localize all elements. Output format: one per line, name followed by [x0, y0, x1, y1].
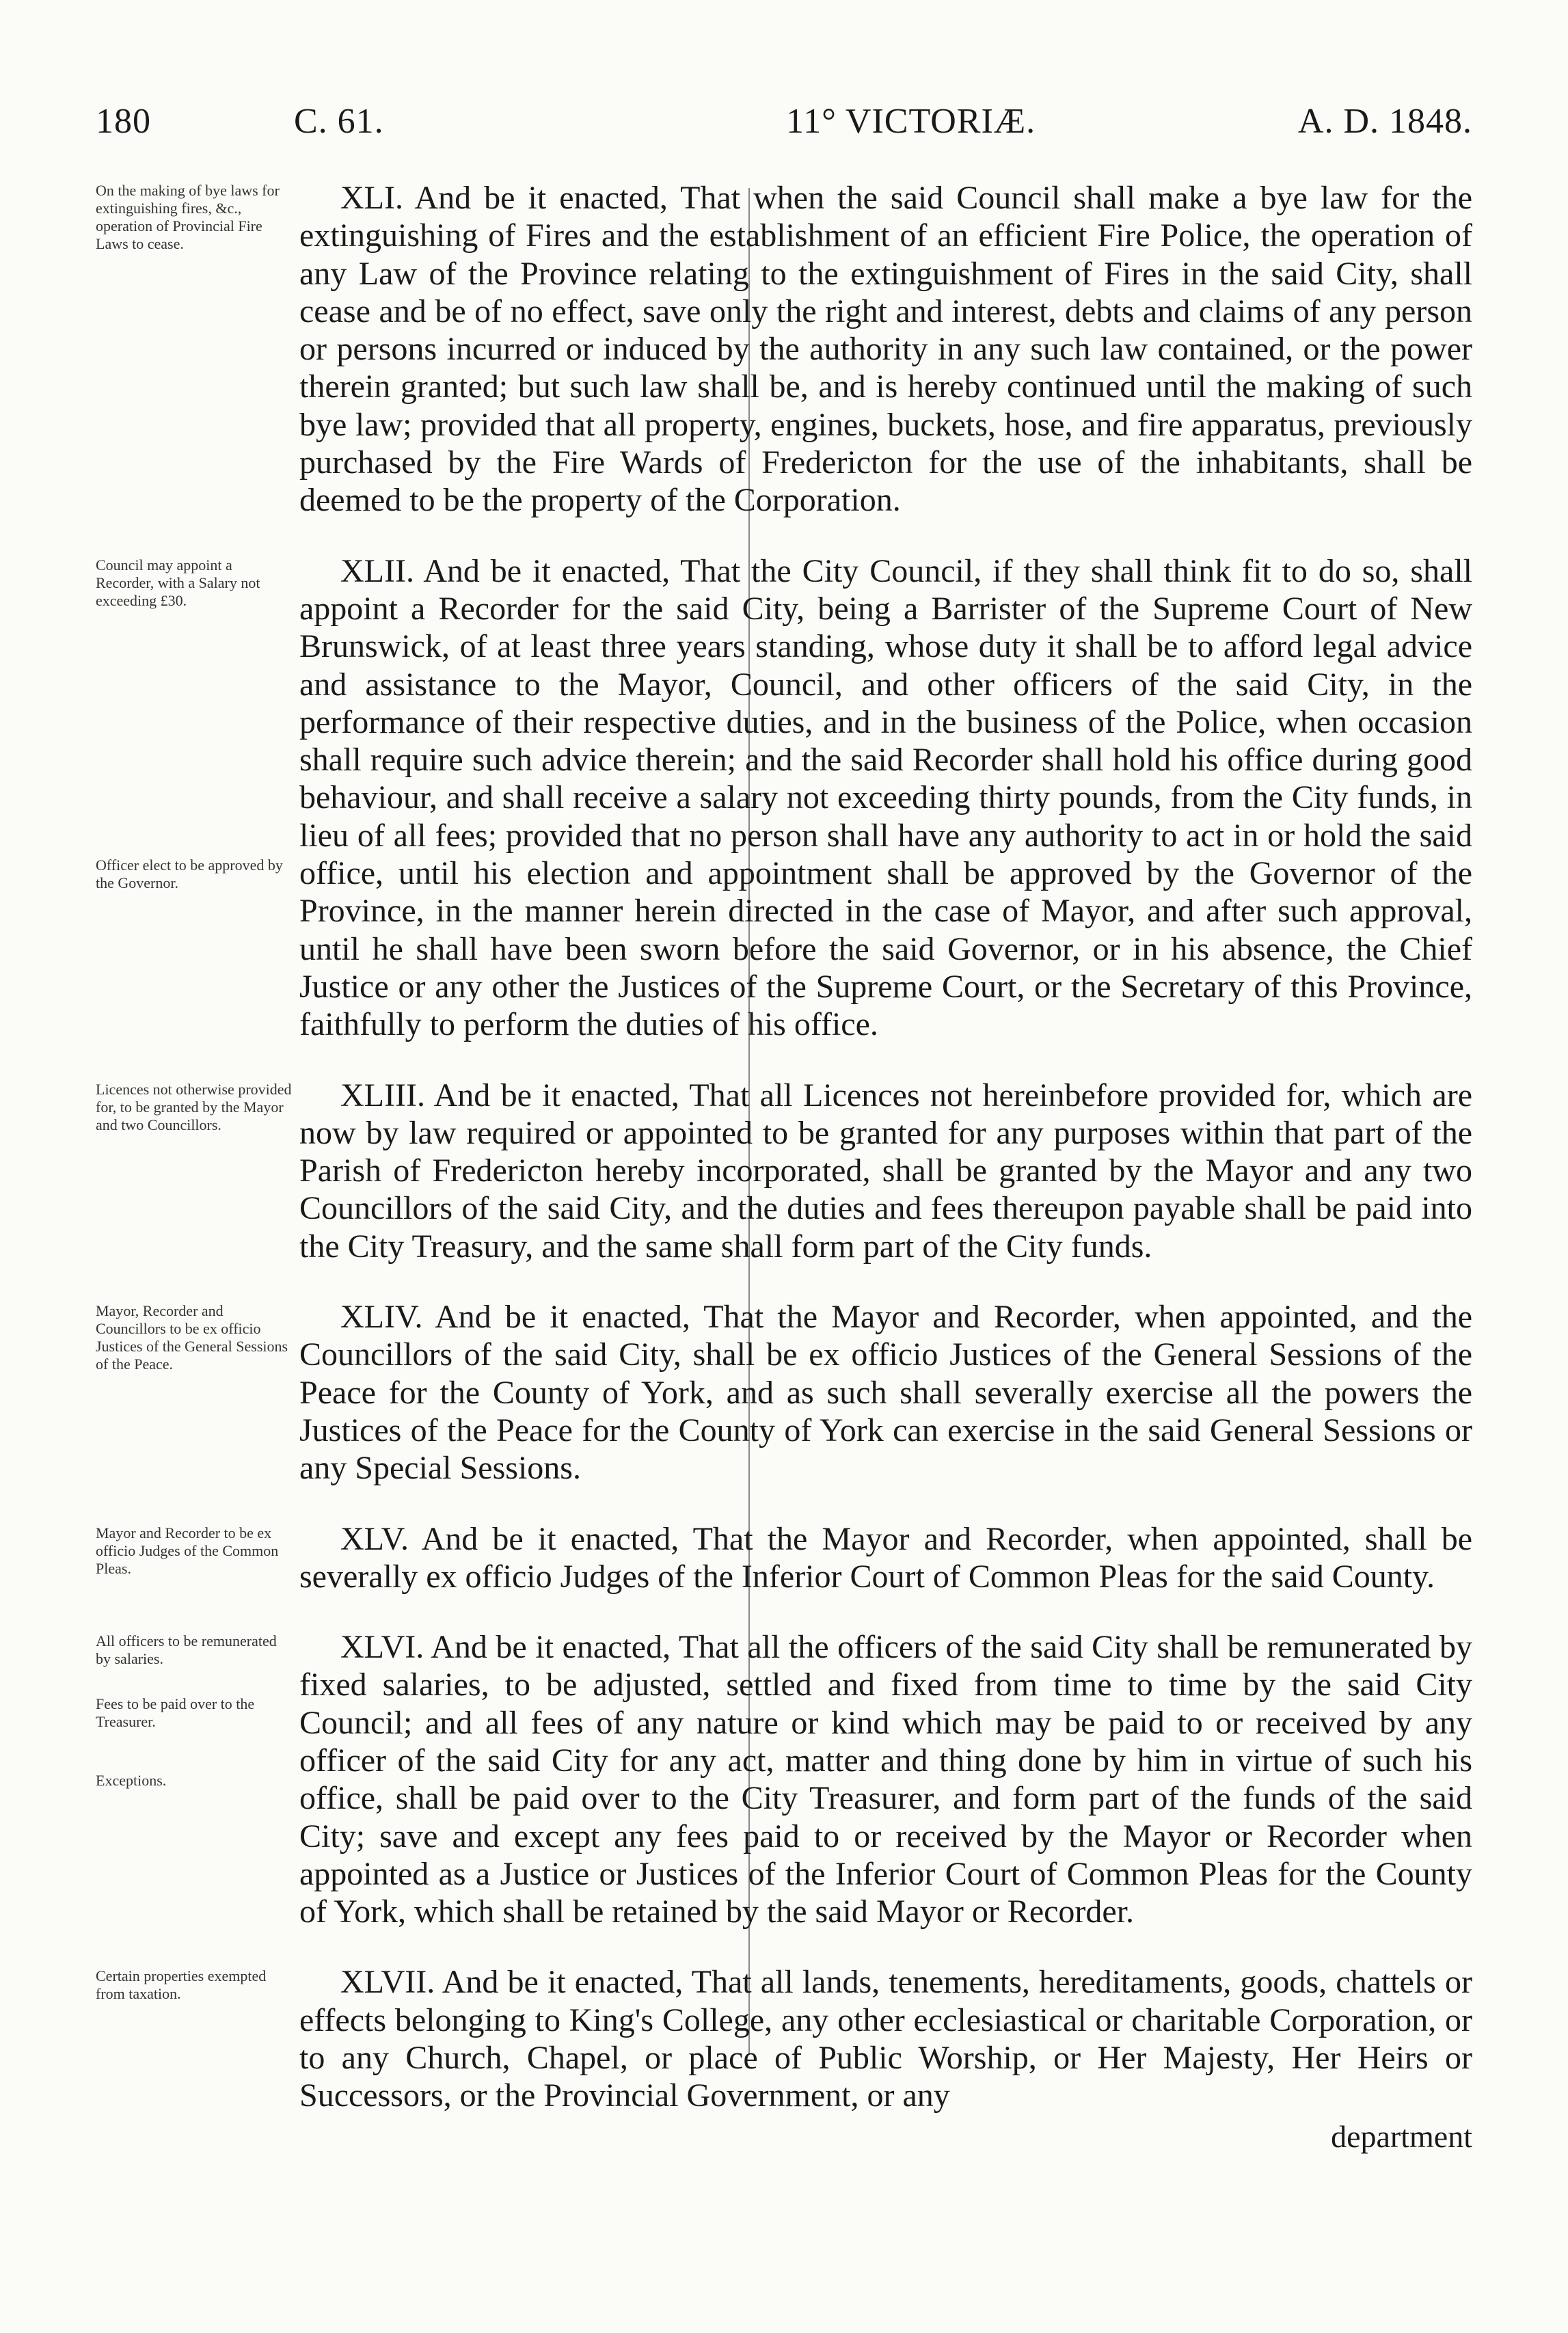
catchword: department	[1331, 2118, 1472, 2154]
margin-note: Exceptions.	[96, 1772, 167, 1790]
section-xliii	[96, 1077, 1472, 1265]
margin-note: All officers to be remunerated by salaries.	[96, 1632, 277, 1668]
reign-title: 11° VICTORIÆ.	[786, 102, 1036, 141]
section-xlv	[96, 1520, 1472, 1596]
margin-note: On the making of bye laws for extinguishing fires, &c., operation of Provincial Fire Laws to cease.	[96, 182, 280, 252]
section-xliv	[96, 1298, 1472, 1487]
section-text: XLII. And be it enacted, That the City Council, if they shall think fit to do so, shall appoint a Recorder for the said City, being a Barrister of the Supreme Court of New Brunswick, of at least three years standing, whose duty it shall be to afford legal advice and assistance to the Mayor, Council, and other officers of the said City, in the performance of their respective duties, and in the business of the Police, when occasion shall require such advice therein; and the said Recorder shall hold his office during good behaviour, and shall receive a salary not exceeding thirty pounds, from the City funds, in lieu of all fees; provided that no person shall have any authority to act in or hold the said office, until his election and appointment shall be approved by the Governor of the Province, in the manner herein directed in the case of Mayor, and after such approval, until he shall have been sworn before the said Governor, or in his absence, the Chief Justice or any other the Justices of the Supreme Court, or the Secretary of this Province, faithfully to perform the duties of his office.	[299, 552, 1472, 1043]
year-label: A. D. 1848.	[1297, 102, 1472, 141]
section-text: XLIII. And be it enacted, That all Licences not hereinbefore provided for, which are now by law required or appointed to be granted for any purposes within that part of the Parish of Fredericton hereby incorporated, shall be granted by the Mayor and any two Councillors of the said City, and the duties and fees thereupon payable shall be paid into the City Treasury, and the same shall form part of the City funds.	[299, 1077, 1472, 1265]
margin-note: Licences not otherwise provided for, to be granted by the Mayor and two Councillors.	[96, 1080, 292, 1133]
section-xlvi	[96, 1628, 1472, 1930]
page-body	[96, 179, 1472, 2155]
section-xlvii	[96, 1963, 1472, 2114]
margin-note: Certain properties exempted from taxation.	[96, 1967, 267, 2003]
section-xli	[96, 179, 1472, 520]
section-text: XLI. And be it enacted, That when the said Council shall make a bye law for the extinguishing of Fires and the establishment of an efficient Fire Police, the operation of any Law of the Province relating to the extinguishment of Fires in the said City, shall cease and be of no effect, save only the right and interest, debts and claims of any person or persons incurred or induced by the authority in any such law contained, or the power therein granted; but such law shall be, and is hereby continued until the making of such bye law; provided that all property, engines, buckets, hose, and fire apparatus, previously purchased by the Fire Wards of Fredericton for the use of the inhabitants, shall be deemed to be the property of the Corporation.	[299, 180, 1472, 519]
section-text: XLVI. And be it enacted, That all the officers of the said City shall be remunerated by fixed salaries, to be adjusted, settled and fixed from time to time by the said City Council; and all fees of any nature or kind which may be paid to or received by any officer of the said City for any act, matter and thing done by him in virtue of such his office, shall be paid over to the City Treasurer, and form part of the funds of the said City; save and except any fees paid to or received by the Mayor or Recorder when appointed as a Justice or Justices of the Inferior Court of Common Pleas for the County of York, which shall be retained by the said Mayor or Recorder.	[299, 1629, 1472, 1930]
chapter-label: C. 61.	[294, 102, 384, 141]
section-text: XLIV. And be it enacted, That the Mayor and Recorder, when appointed, and the Councillors of the said City, shall be ex officio Justices of the General Sessions of the Peace for the County of York, and as such shall severally exercise all the powers the Justices of the Peace for the County of York can exercise in the said General Sessions or any Special Sessions.	[299, 1299, 1472, 1487]
margin-note: Fees to be paid over to the Treasurer.	[96, 1695, 255, 1731]
section-text: XLV. And be it enacted, That the Mayor and Recorder, when appointed, shall be severally ex officio Judges of the Inferior Court of Common Pleas for the said County.	[299, 1520, 1472, 1595]
section-xlii	[96, 552, 1472, 1044]
section-text: XLVII. And be it enacted, That all lands, tenements, hereditaments, goods, chattels or effects belonging to King's College, any other ecclesiastical or charitable Corporation, or to any Church, Chapel, or place of Public Worship, or Her Majesty, Her Heirs or Successors, or the Provincial Government, or any	[299, 1964, 1472, 2114]
margin-note: Mayor and Recorder to be ex officio Judges of the Common Pleas.	[96, 1524, 279, 1577]
margin-note: Council may appoint a Recorder, with a Salary not exceeding £30.	[96, 556, 260, 609]
margin-note: Officer elect to be approved by the Governor.	[96, 856, 283, 891]
margin-note: Mayor, Recorder and Councillors to be ex officio Justices of the General Sessions of the Peace.	[96, 1302, 288, 1373]
page-number: 180	[96, 102, 151, 141]
page-header	[96, 101, 1472, 163]
